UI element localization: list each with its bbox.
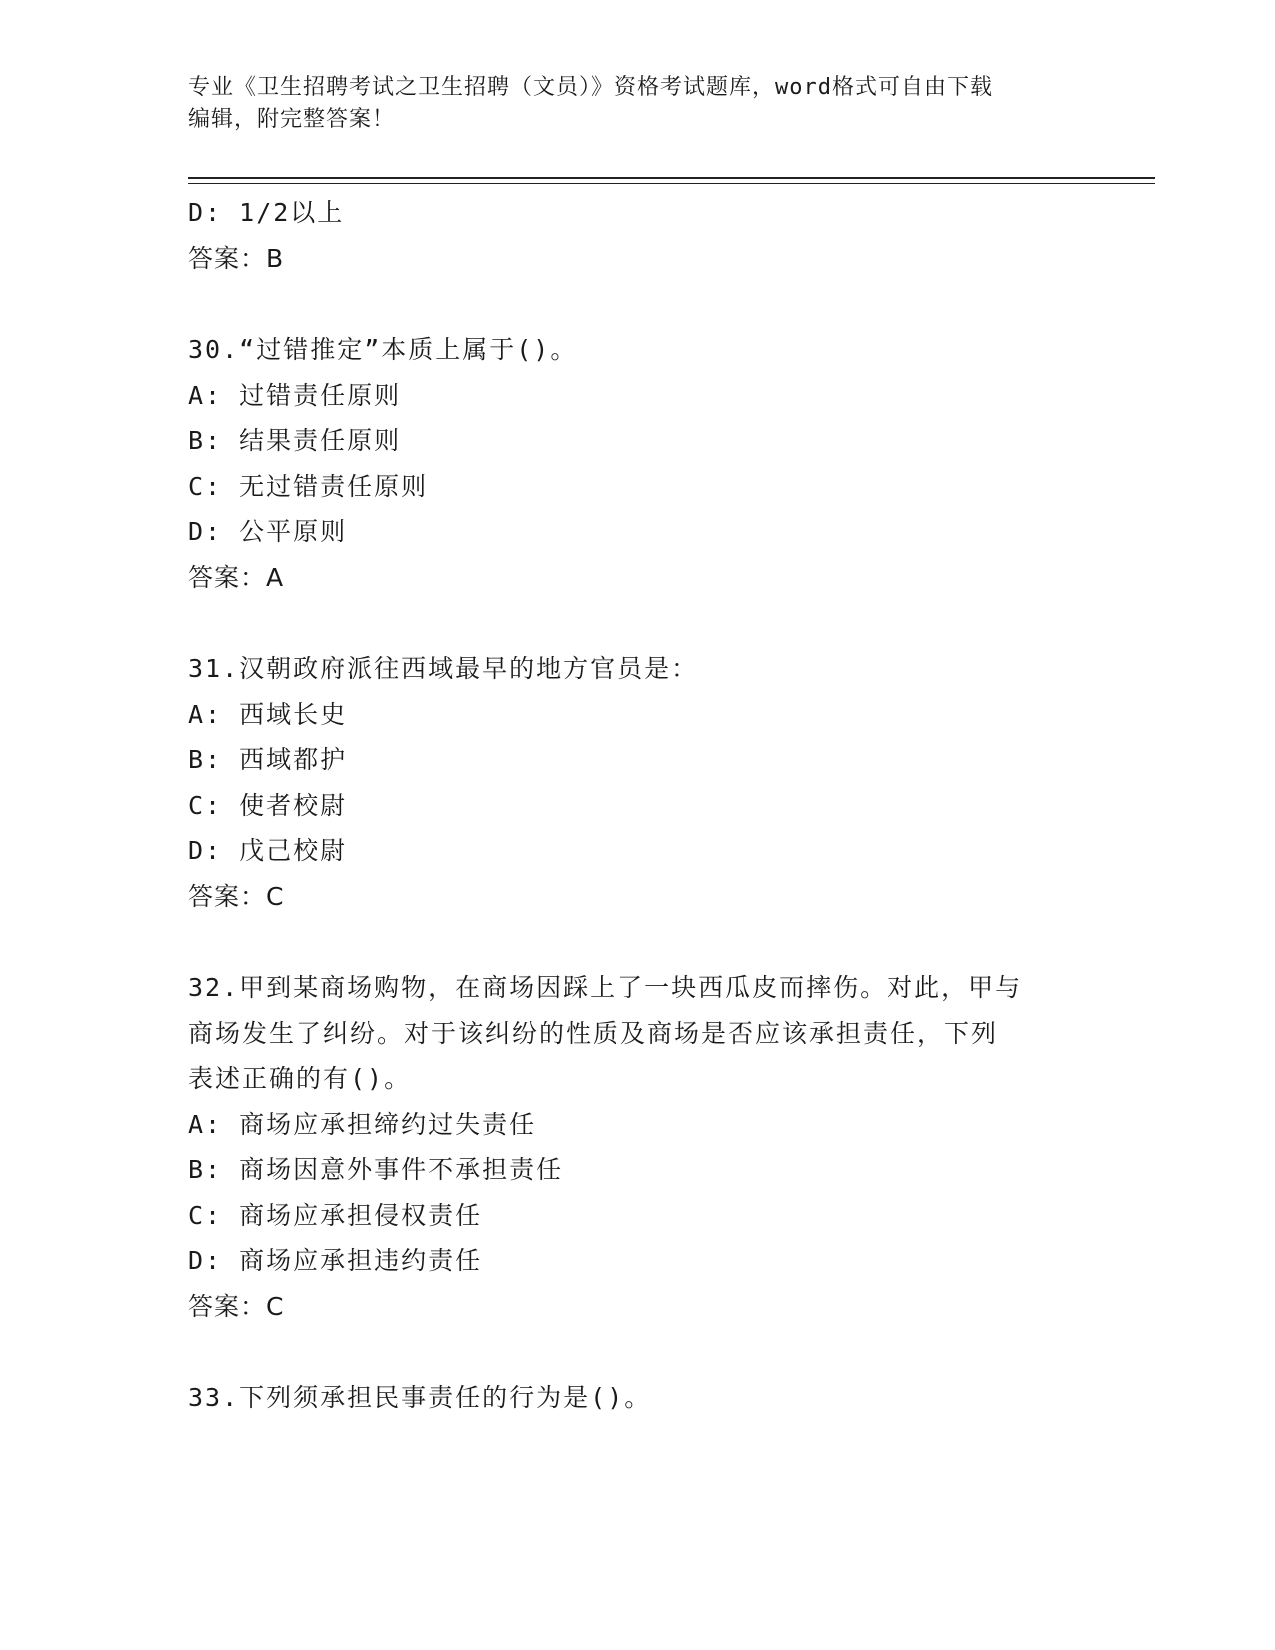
header-divider-thin bbox=[188, 183, 1155, 184]
header-line-1: 专业《卫生招聘考试之卫生招聘（文员）》资格考试题库，word格式可自由下载 bbox=[188, 75, 993, 100]
question-30 bbox=[188, 327, 1088, 600]
answer: 答案：B bbox=[188, 243, 285, 273]
question-29-tail bbox=[188, 190, 1088, 281]
header-line-2: 编辑，附完整答案！ bbox=[188, 107, 396, 132]
answer: 答案：C bbox=[188, 881, 285, 911]
option-c: C: 商场应承担侵权责任 bbox=[188, 1200, 483, 1230]
option-b: B: 西域都护 bbox=[188, 745, 348, 774]
question-stem: 31.汉朝政府派往西域最早的地方官员是： bbox=[188, 654, 699, 683]
question-33 bbox=[188, 1375, 1088, 1421]
header-divider-thick bbox=[188, 177, 1155, 179]
option-d: D: 戊己校尉 bbox=[188, 836, 348, 865]
question-stem: 33.下列须承担民事责任的行为是()。 bbox=[188, 1383, 652, 1412]
answer: 答案：C bbox=[188, 1291, 285, 1321]
question-stem-line-2: 商场发生了纠纷。对于该纠纷的性质及商场是否应该承担责任，下列 bbox=[188, 1018, 999, 1048]
option-a: A: 过错责任原则 bbox=[188, 380, 402, 410]
question-stem: 30.“过错推定”本质上属于()。 bbox=[188, 335, 578, 364]
option-a: A: 西域长史 bbox=[188, 699, 348, 729]
option-b: B: 商场因意外事件不承担责任 bbox=[188, 1155, 564, 1184]
option-c: C: 使者校尉 bbox=[188, 790, 348, 820]
question-32 bbox=[188, 965, 1088, 1329]
option-b: B: 结果责任原则 bbox=[188, 426, 402, 455]
document-header bbox=[188, 72, 1088, 136]
answer: 答案：A bbox=[188, 562, 285, 592]
option-d: D: 1/2以上 bbox=[188, 198, 345, 227]
option-c: C: 无过错责任原则 bbox=[188, 471, 429, 501]
question-stem-line-1: 32.甲到某商场购物，在商场因踩上了一块西瓜皮而摔伤。对此，甲与 bbox=[188, 973, 1023, 1002]
option-d: D: 商场应承担违约责任 bbox=[188, 1246, 483, 1275]
question-stem-line-3: 表述正确的有()。 bbox=[188, 1064, 412, 1093]
question-list bbox=[188, 190, 1088, 1421]
option-a: A: 商场应承担缔约过失责任 bbox=[188, 1109, 537, 1139]
question-31 bbox=[188, 646, 1088, 919]
option-d: D: 公平原则 bbox=[188, 517, 348, 546]
